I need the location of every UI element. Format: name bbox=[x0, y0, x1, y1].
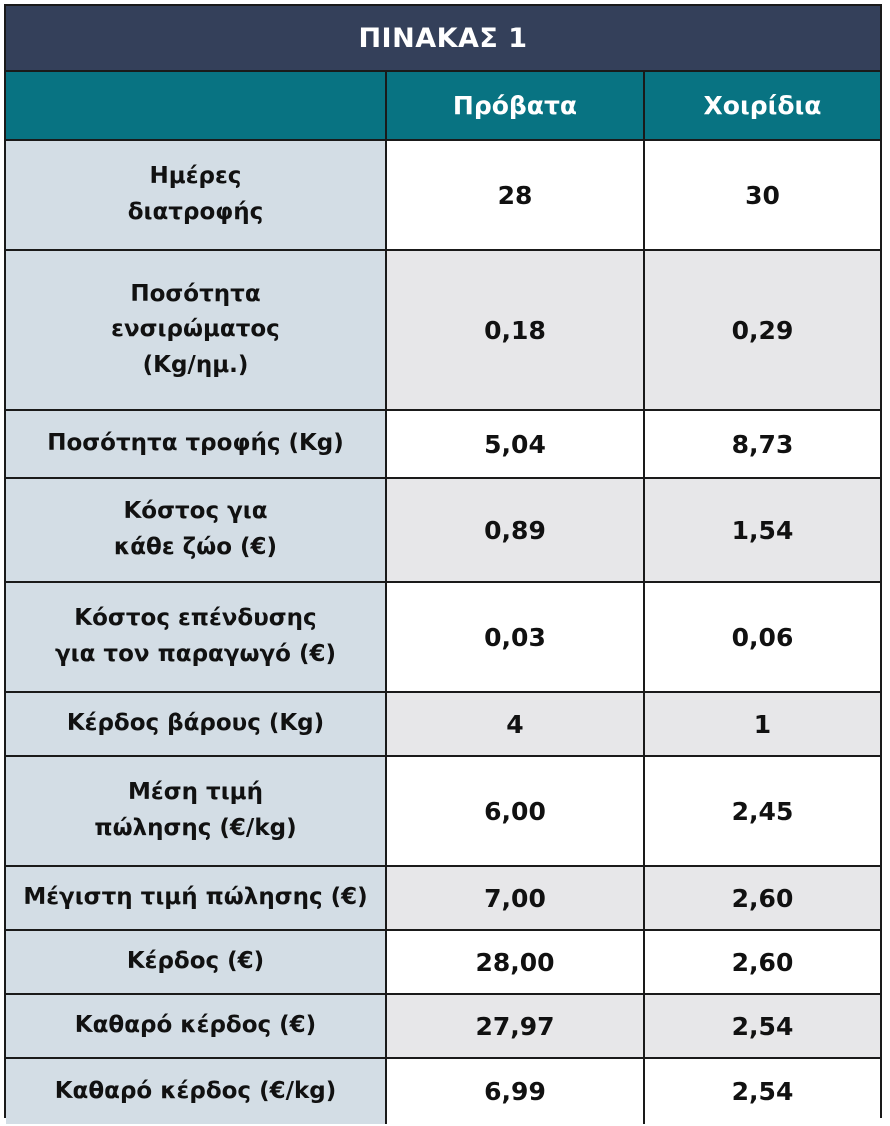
row-label bbox=[6, 930, 386, 994]
table-row bbox=[6, 410, 880, 478]
data-table bbox=[6, 72, 880, 1124]
cell-choiridia: 2,45 bbox=[644, 756, 880, 866]
cell-choiridia: 1,54 bbox=[644, 478, 880, 582]
row-label-line: Μέση τιμή bbox=[128, 779, 263, 806]
row-label-line: Καθαρό κέρδος (€/kg) bbox=[54, 1077, 337, 1104]
header-choiridia: Χοιρίδια bbox=[644, 72, 880, 140]
cell-probata: 7,00 bbox=[386, 866, 644, 930]
row-label bbox=[6, 478, 386, 582]
header-corner bbox=[6, 72, 386, 140]
table-row bbox=[6, 1058, 880, 1124]
row-label-line: Μέγιστη τιμή πώλησης (€) bbox=[23, 884, 368, 911]
header-probata: Πρόβατα bbox=[386, 72, 644, 140]
row-label-line: Ποσότητα τροφής (Kg) bbox=[47, 430, 344, 457]
cell-probata: 6,00 bbox=[386, 756, 644, 866]
row-label bbox=[6, 692, 386, 756]
table-title: ΠΙΝΑΚΑΣ 1 bbox=[6, 6, 880, 72]
table-row bbox=[6, 478, 880, 582]
cell-choiridia: 30 bbox=[644, 140, 880, 250]
cell-probata: 28 bbox=[386, 140, 644, 250]
cell-choiridia: 8,73 bbox=[644, 410, 880, 478]
table-row bbox=[6, 582, 880, 692]
row-label bbox=[6, 1058, 386, 1124]
table-row bbox=[6, 692, 880, 756]
row-label bbox=[6, 582, 386, 692]
cell-choiridia: 0,29 bbox=[644, 250, 880, 410]
table-row bbox=[6, 140, 880, 250]
row-label bbox=[6, 756, 386, 866]
row-label-line: για τον παραγωγό (€) bbox=[54, 641, 336, 667]
row-label-line: Καθαρό κέρδος (€) bbox=[74, 1012, 317, 1039]
row-label-line: πώλησης (€/kg) bbox=[94, 815, 297, 841]
cell-choiridia: 2,54 bbox=[644, 994, 880, 1058]
table-row bbox=[6, 994, 880, 1058]
row-label bbox=[6, 250, 386, 410]
header-row bbox=[6, 72, 880, 140]
cell-probata: 6,99 bbox=[386, 1058, 644, 1124]
row-label-line: διατροφής bbox=[127, 199, 264, 225]
row-label-line: (Kg/ημ.) bbox=[142, 351, 249, 378]
cell-probata: 27,97 bbox=[386, 994, 644, 1058]
cell-choiridia: 1 bbox=[644, 692, 880, 756]
row-label-line: Κόστος για bbox=[123, 498, 268, 525]
table-row bbox=[6, 866, 880, 930]
row-label bbox=[6, 140, 386, 250]
cell-probata: 5,04 bbox=[386, 410, 644, 478]
cell-probata: 0,18 bbox=[386, 250, 644, 410]
row-label-line: ενσιρώματος bbox=[111, 316, 280, 343]
table-frame bbox=[4, 4, 882, 1118]
table-row bbox=[6, 930, 880, 994]
cell-choiridia: 2,60 bbox=[644, 866, 880, 930]
row-label bbox=[6, 410, 386, 478]
cell-choiridia: 2,54 bbox=[644, 1058, 880, 1124]
row-label bbox=[6, 866, 386, 930]
cell-probata: 4 bbox=[386, 692, 644, 756]
cell-choiridia: 0,06 bbox=[644, 582, 880, 692]
cell-probata: 0,89 bbox=[386, 478, 644, 582]
row-label-line: Κέρδος βάρους (Kg) bbox=[66, 710, 325, 737]
row-label-line: Κέρδος (€) bbox=[126, 948, 265, 975]
table-row bbox=[6, 250, 880, 410]
row-label-line: κάθε ζώο (€) bbox=[113, 534, 278, 560]
row-label-line: Ημέρες bbox=[149, 163, 242, 190]
row-label bbox=[6, 994, 386, 1058]
row-label-line: Κόστος επένδυσης bbox=[74, 605, 317, 632]
cell-choiridia: 2,60 bbox=[644, 930, 880, 994]
table-row bbox=[6, 756, 880, 866]
cell-probata: 0,03 bbox=[386, 582, 644, 692]
cell-probata: 28,00 bbox=[386, 930, 644, 994]
row-label-line: Ποσότητα bbox=[130, 280, 261, 307]
